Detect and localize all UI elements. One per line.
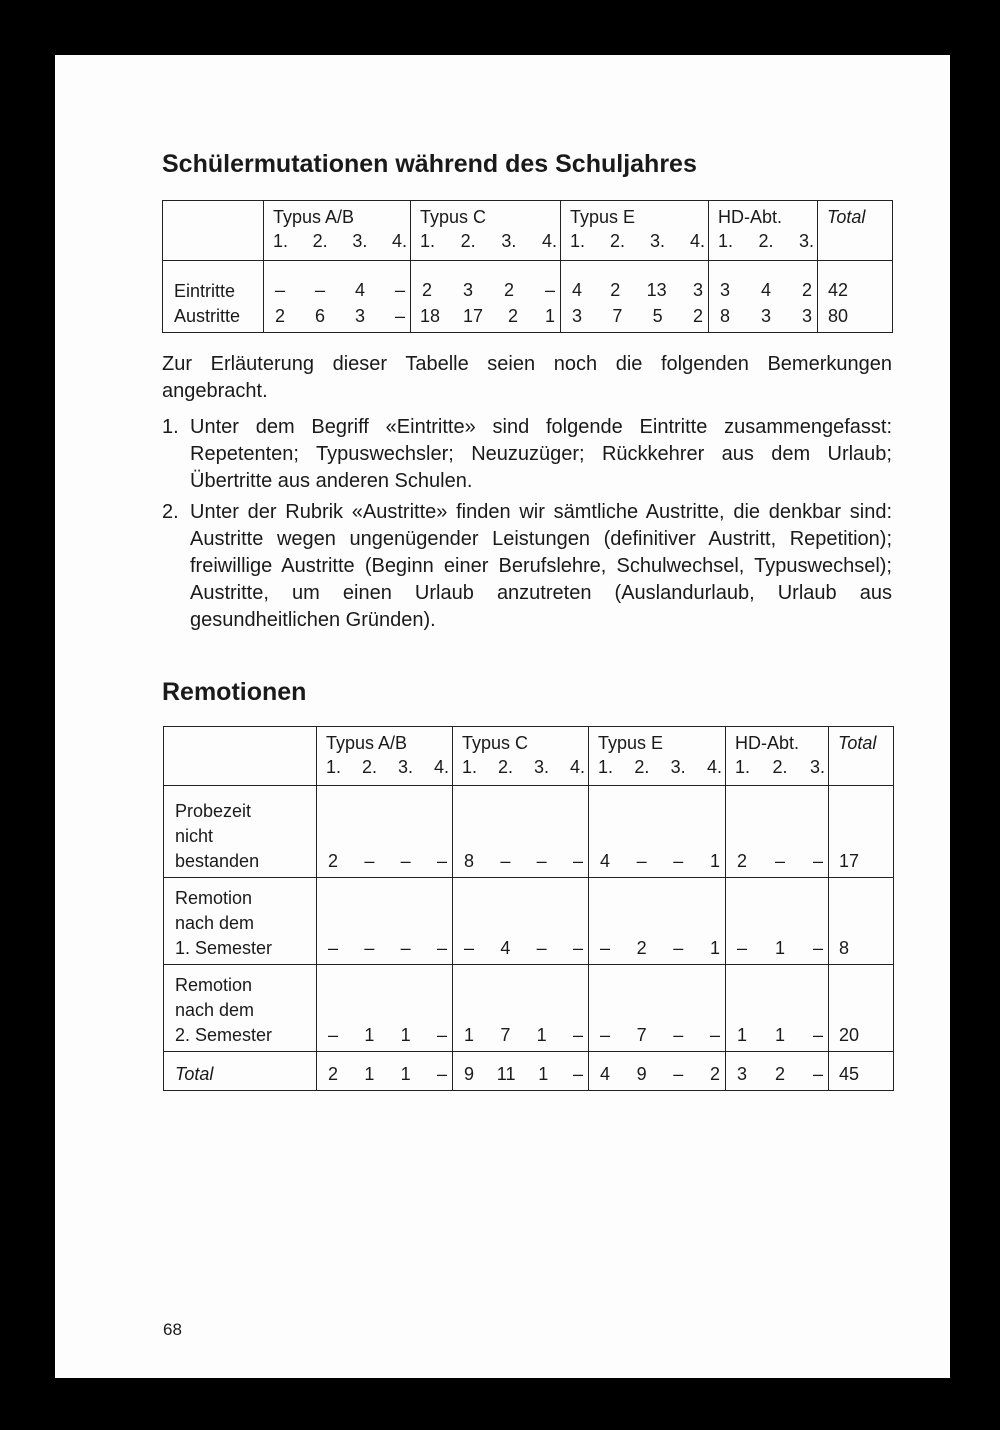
value: 9 <box>463 1064 474 1084</box>
group-header <box>589 727 726 786</box>
value: 4 <box>354 280 365 300</box>
value-row <box>453 1061 588 1087</box>
value: 3 <box>354 306 365 326</box>
value: 4 <box>599 851 610 871</box>
header-row <box>164 727 894 786</box>
group-name: Typus C <box>420 207 487 227</box>
row-label <box>164 878 317 965</box>
value: – <box>673 1025 684 1045</box>
note-text: Unter der Rubrik «Austritte» finden wir sämtliche Austritte, die denkbar sind: Austritte wegen ungenügender Leistungen (definitiver Austritt, Repetition); freiwillige Austritte (Beginn einer Berufslehre, Schulwechsel, Typuswechsel); Austritte, um einen Urlaub anzutreten (Auslandurlaub, Urlaub aus gesundheitlichen Gründen). <box>190 501 892 631</box>
sub-headers <box>326 755 452 779</box>
value: 3 <box>692 280 703 300</box>
sub-header: 3. <box>798 231 814 251</box>
value: – <box>364 851 375 871</box>
sub-headers <box>462 755 588 779</box>
corner-cell <box>163 201 264 261</box>
value: – <box>673 851 684 871</box>
row-label-line: 1. Semester <box>175 938 273 958</box>
value: 17 <box>463 306 484 326</box>
row-label-line: nach dem <box>175 1000 255 1020</box>
group-cell <box>726 1052 829 1091</box>
value: – <box>673 1064 684 1084</box>
sub-header: 1. <box>735 757 751 777</box>
sub-header: 2. <box>634 757 650 777</box>
value-row <box>589 935 725 961</box>
value: 6 <box>314 306 325 326</box>
group-name: Typus A/B <box>326 733 408 753</box>
group-cell <box>453 1052 589 1091</box>
value: – <box>436 938 447 958</box>
value: 1 <box>536 1025 547 1045</box>
page-number: 68 <box>163 1320 182 1339</box>
value-row <box>589 1061 725 1087</box>
value: 2 <box>327 1064 338 1084</box>
value: – <box>812 851 823 871</box>
group-cell <box>317 878 453 965</box>
value: 1 <box>400 1064 411 1084</box>
note-item <box>162 499 892 634</box>
value: – <box>544 280 555 300</box>
sub-header: 1. <box>598 757 614 777</box>
group-cell <box>589 878 726 965</box>
value: – <box>812 938 823 958</box>
total-value: 8 <box>829 878 894 965</box>
value: 2 <box>801 280 812 300</box>
value: – <box>394 306 405 326</box>
row-label-line: Total <box>175 1064 214 1084</box>
group-header <box>726 727 829 786</box>
group-cell <box>589 965 726 1052</box>
value: 2 <box>709 1064 720 1084</box>
total-value: 42 <box>828 280 849 300</box>
value: 1 <box>400 1025 411 1045</box>
value: – <box>673 938 684 958</box>
group-cell <box>453 878 589 965</box>
note-number: 2. <box>162 501 179 523</box>
value-row <box>264 303 410 329</box>
sub-headers <box>598 755 725 779</box>
value-row <box>411 277 560 303</box>
group-cell <box>561 261 709 333</box>
value-row <box>709 277 817 303</box>
value: 3 <box>760 306 771 326</box>
sub-header: 3. <box>352 231 368 251</box>
table-row <box>164 1052 894 1091</box>
sub-header: 2. <box>460 231 476 251</box>
value: 9 <box>636 1064 647 1084</box>
value-row <box>726 935 828 961</box>
value-row <box>453 1022 588 1048</box>
group-name: HD-Abt. <box>718 207 783 227</box>
group-name: HD-Abt. <box>735 733 800 753</box>
value: 11 <box>496 1064 516 1084</box>
value: – <box>500 851 511 871</box>
value: – <box>394 280 405 300</box>
value-row <box>453 935 588 961</box>
value: 4 <box>571 280 582 300</box>
value: 1 <box>463 1025 474 1045</box>
group-name: Typus C <box>462 733 529 753</box>
sub-header: 2. <box>758 231 774 251</box>
value: 1 <box>364 1064 375 1084</box>
group-cell <box>411 261 561 333</box>
group-cell <box>589 786 726 878</box>
section-heading-mutations: Schülermutationen während des Schuljahres <box>162 150 697 178</box>
value: 2 <box>692 306 703 326</box>
value: 1 <box>736 1025 747 1045</box>
sub-headers <box>273 229 410 253</box>
value: – <box>436 851 447 871</box>
sub-header: 4. <box>391 231 407 251</box>
value: 1 <box>709 938 720 958</box>
value: 2 <box>774 1064 785 1084</box>
value: 18 <box>420 306 441 326</box>
value: 7 <box>500 1025 511 1045</box>
value: – <box>463 938 474 958</box>
total-value: 17 <box>829 786 894 878</box>
value-row <box>317 1022 452 1048</box>
group-name: Typus A/B <box>273 207 355 227</box>
value: – <box>599 1025 610 1045</box>
value: – <box>572 938 583 958</box>
group-header <box>561 201 709 261</box>
group-header <box>453 727 589 786</box>
value: – <box>536 851 547 871</box>
value: – <box>572 1025 583 1045</box>
row-label-line: nicht <box>175 826 214 846</box>
value: 1 <box>364 1025 375 1045</box>
sub-header: 3. <box>501 231 517 251</box>
sub-header: 1. <box>420 231 436 251</box>
sub-header: 3. <box>533 757 549 777</box>
remotionen-table <box>163 726 894 1091</box>
value: – <box>812 1025 823 1045</box>
sub-header: 4. <box>689 231 705 251</box>
value: 3 <box>736 1064 747 1084</box>
value-row <box>589 1022 725 1048</box>
sub-header: 3. <box>397 757 413 777</box>
sub-header: 1. <box>718 231 734 251</box>
value-row <box>726 1022 828 1048</box>
sub-header: 1. <box>326 757 342 777</box>
value-row <box>726 1061 828 1087</box>
note-text: Unter dem Begriff «Eintritte» sind folgende Eintritte zusammengefasst: Repetenten; Typuswechsler; Neuzuzüger; Rückkehrer aus dem Urlaub; Übertritte aus anderen Schulen. <box>190 416 892 492</box>
group-cell <box>726 965 829 1052</box>
row-label-line: bestanden <box>175 851 260 871</box>
group-name: Typus E <box>570 207 636 227</box>
value: 2 <box>610 280 621 300</box>
sub-header: 2. <box>609 231 625 251</box>
value: 1 <box>538 1064 549 1084</box>
value: 1 <box>544 306 555 326</box>
value: – <box>812 1064 823 1084</box>
group-header <box>264 201 411 261</box>
group-cell <box>317 1052 453 1091</box>
value-row <box>411 303 560 329</box>
total-value: 80 <box>828 306 849 326</box>
table-row <box>164 878 894 965</box>
value-row <box>264 277 410 303</box>
value-row <box>726 848 828 874</box>
group-cell <box>317 786 453 878</box>
total-value: 45 <box>829 1052 894 1091</box>
value: 3 <box>571 306 582 326</box>
value: 2 <box>503 280 514 300</box>
value: 1 <box>709 851 720 871</box>
sub-header: 1. <box>273 231 289 251</box>
value: – <box>536 938 547 958</box>
value: 2 <box>274 306 285 326</box>
row-label <box>164 786 317 878</box>
value: 13 <box>646 280 667 300</box>
value: – <box>572 1064 583 1084</box>
corner-cell <box>164 727 317 786</box>
group-cell <box>317 965 453 1052</box>
value: 3 <box>462 280 473 300</box>
value-row <box>453 848 588 874</box>
value-row <box>709 303 817 329</box>
row-label-line: Probezeit <box>175 801 252 821</box>
value: – <box>400 851 411 871</box>
value-row <box>589 848 725 874</box>
row-label-line: Remotion <box>175 888 253 908</box>
sub-header: 2. <box>312 231 328 251</box>
value-row <box>317 1061 452 1087</box>
value: 1 <box>774 938 785 958</box>
value: 3 <box>719 280 730 300</box>
sub-header: 2. <box>497 757 513 777</box>
group-cell <box>726 878 829 965</box>
sub-header: 4. <box>541 231 557 251</box>
total-header: Total <box>829 727 894 786</box>
sub-headers <box>570 229 708 253</box>
value: – <box>636 851 647 871</box>
total-cell <box>818 261 893 333</box>
table-row <box>164 965 894 1052</box>
value: – <box>314 280 325 300</box>
group-header <box>411 201 561 261</box>
value: 4 <box>599 1064 610 1084</box>
group-cell <box>709 261 818 333</box>
total-header: Total <box>818 201 893 261</box>
value: 2 <box>636 938 647 958</box>
table-body <box>163 261 893 333</box>
mutations-table <box>162 200 893 333</box>
value: 3 <box>801 306 812 326</box>
row-label-line: Remotion <box>175 975 253 995</box>
note-number: 1. <box>162 416 179 438</box>
group-cell <box>726 786 829 878</box>
table-row <box>164 786 894 878</box>
value: – <box>436 1025 447 1045</box>
sub-headers <box>718 229 817 253</box>
value: – <box>709 1025 720 1045</box>
value: 8 <box>719 306 730 326</box>
sub-headers <box>420 229 560 253</box>
value: 7 <box>636 1025 647 1045</box>
value: 2 <box>736 851 747 871</box>
value: 2 <box>421 280 432 300</box>
value: – <box>436 1064 447 1084</box>
section-heading-remotionen: Remotionen <box>162 678 307 706</box>
value: 5 <box>652 306 663 326</box>
value: 1 <box>774 1025 785 1045</box>
row-label <box>164 965 317 1052</box>
sub-header: 1. <box>570 231 586 251</box>
value: 2 <box>507 306 518 326</box>
sub-header: 3. <box>809 757 825 777</box>
group-cell <box>453 786 589 878</box>
value: – <box>274 280 285 300</box>
value-row <box>317 848 452 874</box>
value: 2 <box>327 851 338 871</box>
row-label-line: 2. Semester <box>175 1025 273 1045</box>
value-row <box>317 935 452 961</box>
sub-header: 4. <box>433 757 449 777</box>
sub-header: 3. <box>649 231 665 251</box>
value: 8 <box>463 851 474 871</box>
value: 7 <box>612 306 623 326</box>
value: 4 <box>500 938 511 958</box>
sub-header: 4. <box>706 757 722 777</box>
intro-paragraph: Zur Erläuterung dieser Tabelle seien noch die folgenden Bemerkungen angebracht. <box>162 353 892 402</box>
value-row <box>561 277 708 303</box>
value: – <box>364 938 375 958</box>
group-cell <box>589 1052 726 1091</box>
total-value: 20 <box>829 965 894 1052</box>
note-item <box>162 414 892 495</box>
sub-header: 4. <box>569 757 585 777</box>
row-label: Eintritte <box>174 281 236 301</box>
sub-header: 3. <box>670 757 686 777</box>
value: – <box>327 1025 338 1045</box>
sub-header: 2. <box>361 757 377 777</box>
group-cell <box>453 965 589 1052</box>
row-label: Austritte <box>174 306 241 326</box>
group-header <box>709 201 818 261</box>
group-cell <box>264 261 411 333</box>
row-label <box>164 1052 317 1091</box>
value: – <box>327 938 338 958</box>
sub-header: 2. <box>772 757 788 777</box>
value: – <box>572 851 583 871</box>
sub-headers <box>735 755 828 779</box>
header-row <box>163 201 893 261</box>
value: – <box>774 851 785 871</box>
sub-header: 1. <box>462 757 478 777</box>
row-labels <box>163 261 264 333</box>
value: – <box>400 938 411 958</box>
group-header <box>317 727 453 786</box>
group-name: Typus E <box>598 733 664 753</box>
value: – <box>736 938 747 958</box>
row-label-line: nach dem <box>175 913 255 933</box>
value: – <box>599 938 610 958</box>
value: 4 <box>760 280 771 300</box>
value-row <box>561 303 708 329</box>
